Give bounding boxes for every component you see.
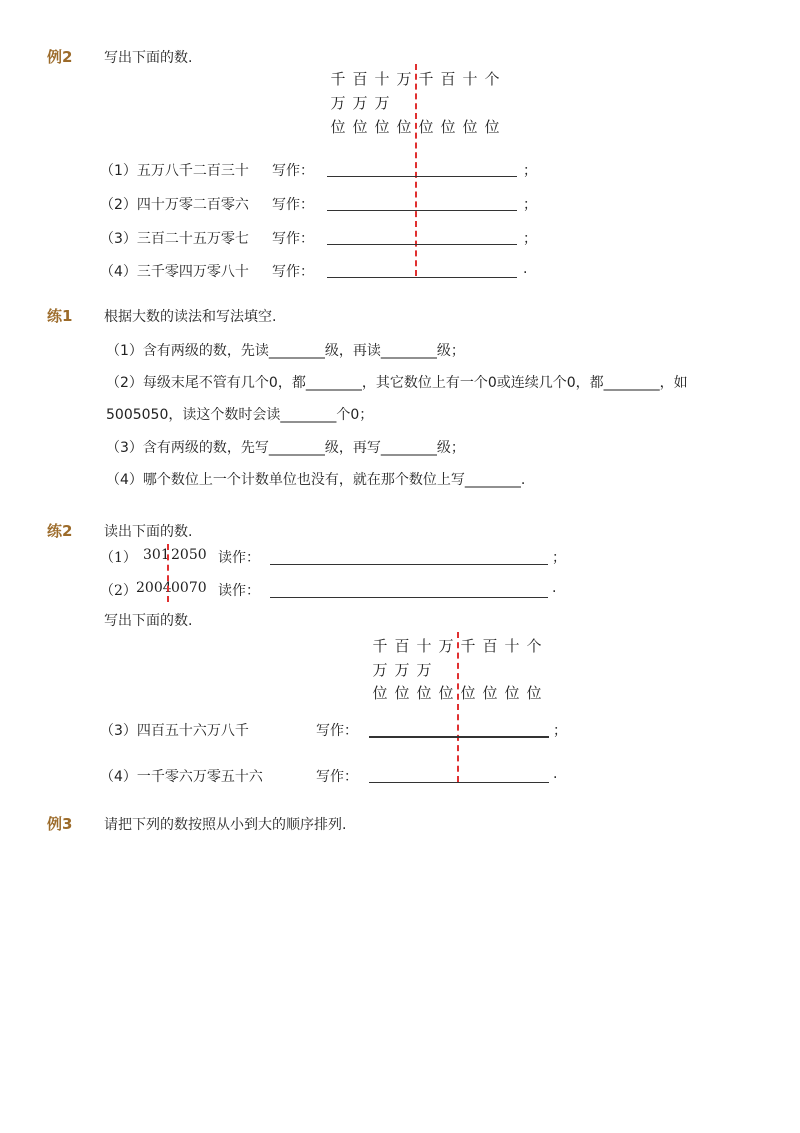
practice-2-write-item-4: （4）一千零六万零五十六	[100, 769, 263, 785]
example-2-item-2-label: 写作：	[272, 197, 314, 213]
wan-divider-dashed-line-2	[457, 632, 459, 782]
practice-2-write-item-3-answer-line[interactable]	[369, 736, 549, 738]
example-2-instruction: 写出下面的数.	[104, 50, 193, 66]
example-2-item-2-answer-line[interactable]	[327, 210, 517, 211]
practice-1-tag: 练1	[47, 307, 73, 325]
practice-2-write-item-4-label: 写作：	[316, 769, 358, 785]
example-2-item-2-end: ；	[523, 197, 537, 213]
practice-2-read-item-1-left: 301	[143, 547, 170, 563]
example-2-item-4-answer-line[interactable]	[327, 277, 517, 278]
place-value-header-row2: 万 万 万	[330, 94, 390, 112]
example-3-instruction: 请把下列的数按照从小到大的顺序排列.	[104, 817, 347, 833]
example-2-item-3-end: ；	[523, 231, 537, 247]
example-2-item-3-label: 写作：	[272, 231, 314, 247]
practice-2-write-item-3-label: 写作：	[316, 723, 358, 739]
example-2-item-1-answer-line[interactable]	[327, 176, 517, 177]
practice-2-read-item-2-end: .	[552, 580, 557, 596]
example-2-item-1-end: ；	[523, 163, 537, 179]
example-2-item-3-answer-line[interactable]	[327, 244, 517, 245]
example-2-item-2: （2）四十万零二百零六	[100, 197, 249, 213]
practice-1-line-2: （2）每级末尾不管有几个0，都________，其它数位上有一个0或连续几个0，都________，如	[106, 375, 688, 391]
example-2-item-3: （3）三百二十五万零七	[100, 231, 249, 247]
example-2-item-4-end: .	[523, 261, 528, 277]
practice-2-write-item-4-end: .	[553, 766, 558, 782]
practice-2-read-item-1-num: （1）	[100, 550, 137, 566]
practice-2-instruction: 读出下面的数.	[104, 524, 193, 540]
example-3-tag: 例3	[47, 815, 73, 833]
read-divider-dashed-line	[167, 544, 169, 602]
practice-1-instruction: 根据大数的读法和写法填空.	[104, 309, 277, 325]
practice-2-read-item-1-right: 2050	[171, 547, 207, 563]
place-value-header-2-row2: 万 万 万	[372, 661, 432, 679]
example-2-item-4-label: 写作：	[272, 264, 314, 280]
practice-1-line-4: （3）含有两级的数，先写________级，再写________级；	[106, 440, 465, 456]
practice-2-read-item-2-right: 0070	[171, 580, 207, 596]
place-value-header-row3: 位 位 位 位 位 位 位 位	[330, 118, 500, 136]
practice-2-write-item-3: （3）四百五十六万八千	[100, 723, 249, 739]
practice-2-read-item-2-left: 2004	[136, 580, 172, 596]
place-value-header-2-row3: 位 位 位 位 位 位 位 位	[372, 684, 542, 702]
place-value-header-row1: 千 百 十 万 千 百 十 个	[330, 70, 500, 88]
example-2-item-4: （4）三千零四万零八十	[100, 264, 249, 280]
practice-2-read-item-1-end: ；	[552, 550, 566, 566]
practice-1-line-3: 5005050，读这个数时会读________个0；	[106, 407, 374, 423]
practice-2-write-item-4-answer-line[interactable]	[369, 782, 549, 783]
practice-1-line-1: （1）含有两级的数，先读________级，再读________级；	[106, 343, 465, 359]
practice-2-tag: 练2	[47, 522, 73, 540]
practice-2-read-item-1-answer-line[interactable]	[270, 564, 548, 565]
practice-1-line-5: （4）哪个数位上一个计数单位也没有，就在那个数位上写________.	[106, 472, 526, 488]
example-2-item-1: （1）五万八千二百三十	[100, 163, 249, 179]
example-2-item-1-label: 写作：	[272, 163, 314, 179]
practice-2-read-item-2-label: 读作：	[218, 583, 260, 599]
practice-2-instruction-2: 写出下面的数.	[104, 613, 193, 629]
practice-2-read-item-1-label: 读作：	[218, 550, 260, 566]
practice-2-read-item-2-num: （2）	[100, 583, 137, 599]
practice-2-read-item-2-answer-line[interactable]	[270, 597, 548, 598]
example-2-tag: 例2	[47, 48, 73, 66]
practice-2-write-item-3-end: ；	[553, 723, 567, 739]
place-value-header-2-row1: 千 百 十 万 千 百 十 个	[372, 637, 542, 655]
